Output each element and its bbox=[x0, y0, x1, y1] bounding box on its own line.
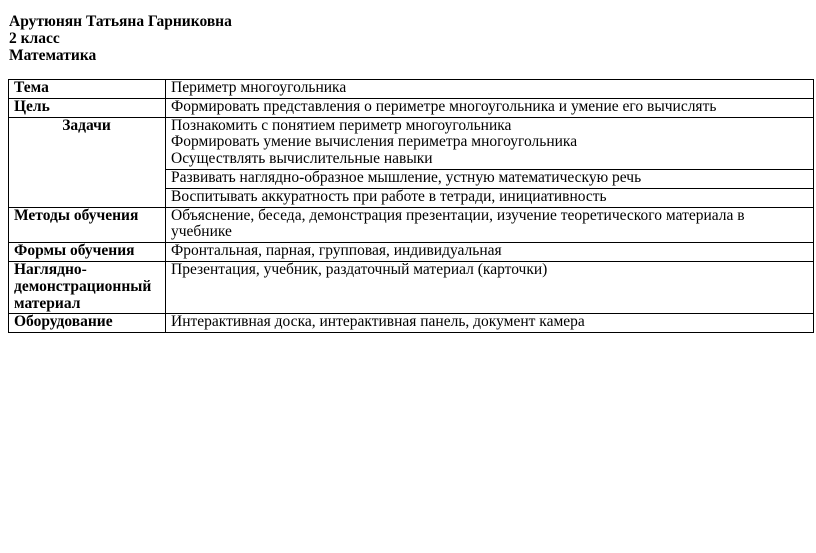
table-row-formy bbox=[9, 243, 814, 262]
table-row-naglyadno bbox=[9, 261, 814, 313]
grade-line: 2 класс bbox=[9, 30, 60, 47]
task-line: Формировать умение вычисления периметра многоугольника bbox=[171, 133, 578, 151]
row-value-zadachi-group-1 bbox=[166, 117, 814, 169]
row-value-zadachi-group-3: Воспитывать аккуратность при работе в тетради, инициативность bbox=[166, 188, 814, 207]
row-label-naglyadno: Наглядно-демонстрационный материал bbox=[9, 261, 166, 313]
row-label-oborudovanie: Оборудование bbox=[9, 314, 166, 333]
table-row-tema bbox=[9, 80, 814, 99]
doc-header bbox=[9, 13, 816, 64]
task-line: Познакомить с понятием периметр многоугольника bbox=[171, 117, 512, 134]
row-label-formy: Формы обучения bbox=[9, 243, 166, 262]
row-label-tema: Тема bbox=[9, 80, 166, 99]
row-label-zadachi: Задачи bbox=[9, 117, 166, 207]
lesson-plan-table bbox=[8, 79, 814, 333]
subject-line: Математика bbox=[9, 47, 97, 64]
table-row-tsel bbox=[9, 98, 814, 117]
table-row-metody bbox=[9, 207, 814, 243]
table-row-zadachi-1 bbox=[9, 117, 814, 169]
row-value-oborudovanie: Интерактивная доска, интерактивная панель, документ камера bbox=[166, 314, 814, 333]
row-label-metody: Методы обучения bbox=[9, 207, 166, 243]
row-label-tsel: Цель bbox=[9, 98, 166, 117]
row-value-zadachi-group-2: Развивать наглядно-образное мышление, устную математическую речь bbox=[166, 169, 814, 188]
row-value-metody: Объяснение, беседа, демонстрация презентации, изучение теоретического материала в учебнике bbox=[166, 207, 814, 243]
row-value-tema: Периметр многоугольника bbox=[166, 80, 814, 99]
row-value-naglyadno: Презентация, учебник, раздаточный материал (карточки) bbox=[166, 261, 814, 313]
task-line: Осуществлять вычислительные навыки bbox=[171, 150, 433, 168]
author-line: Арутюнян Татьяна Гарниковна bbox=[9, 13, 232, 30]
table-row-oborudovanie bbox=[9, 314, 814, 333]
row-value-tsel: Формировать представления о периметре многоугольника и умение его вычислять bbox=[166, 98, 814, 117]
row-value-formy: Фронтальная, парная, групповая, индивидуальная bbox=[166, 243, 814, 262]
